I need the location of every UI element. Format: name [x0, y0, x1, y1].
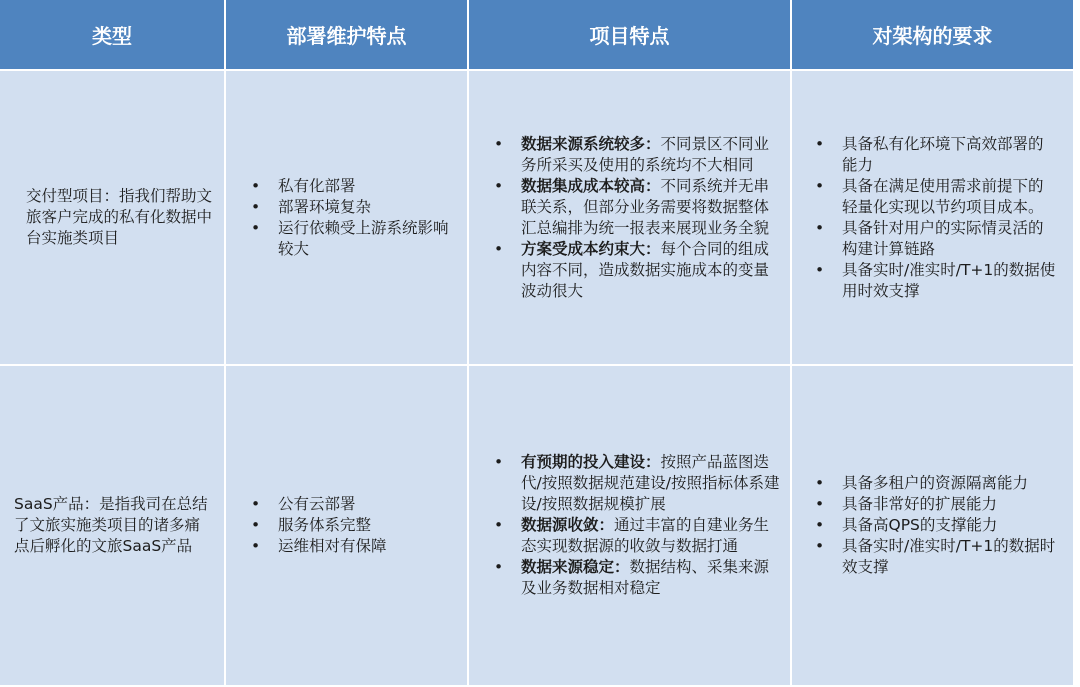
list-item — [521, 239, 780, 302]
feature-sep: ： — [645, 134, 661, 153]
list-item: • 具备高QPS的支撑能力 — [842, 515, 1057, 536]
row2-features-cell — [469, 366, 792, 687]
list-item: • 运行依赖受上游系统影响较大 — [278, 218, 459, 260]
header-type: 类型 — [0, 0, 226, 71]
row2-type-text: SaaS产品：是指我司在总结了文旅实施类项目的诸多痛点后孵化的文旅SaaS产品 — [14, 495, 208, 555]
list-item — [521, 176, 780, 239]
list-item: • 运维相对有保障 — [278, 536, 387, 557]
feature-text: 不同系统并无串联关系，但部分业务需要将数据整体汇总编排为统一报表来展现业务全貌 — [521, 176, 770, 237]
row2-deploy-list — [226, 494, 395, 557]
list-item — [521, 452, 780, 515]
row1-requirements-cell — [792, 71, 1075, 366]
row1-type-text: 交付型项目：指我们帮助文旅客户完成的私有化数据中台实施类项目 — [26, 187, 213, 247]
feature-text: 数据结构、采集来源及业务数据相对稳定 — [521, 558, 770, 597]
row2-requirements-list — [792, 473, 1073, 578]
row1-deploy-list — [226, 176, 467, 260]
feature-sep: ： — [645, 176, 661, 195]
list-item: • 公有云部署 — [278, 494, 387, 515]
row2-type-cell — [0, 366, 226, 687]
feature-title: 有预期的投入建设 — [521, 453, 646, 471]
list-item — [521, 515, 780, 557]
list-item: • 具备实时/准实时/T+1的数据时效支撑 — [842, 536, 1057, 578]
list-item: • 具备实时/准实时/T+1的数据使用时效支撑 — [842, 260, 1057, 302]
row1-type-cell — [0, 71, 226, 366]
list-item: • 具备在满足使用需求前提下的轻量化实现以节约项目成本。 — [842, 176, 1057, 218]
row1-requirements-list — [792, 134, 1073, 302]
feature-title: 方案受成本约束大 — [521, 239, 646, 258]
feature-title: 数据来源稳定 — [521, 558, 615, 576]
row2-deploy-cell — [226, 366, 469, 687]
header-deploy: 部署维护特点 — [226, 0, 469, 71]
list-item: • 服务体系完整 — [278, 515, 387, 536]
feature-text: 每个合同的组成内容不同，造成数据实施成本的变量波动很大 — [521, 239, 770, 300]
feature-sep: ： — [614, 558, 630, 576]
feature-sep: ： — [645, 453, 661, 471]
row1-deploy-cell — [226, 71, 469, 366]
list-item — [521, 557, 780, 599]
feature-sep: ： — [598, 516, 615, 534]
row1-features-cell — [469, 71, 792, 366]
row2-requirements-cell — [792, 366, 1075, 687]
feature-title: 数据来源系统较多 — [521, 134, 646, 153]
feature-title: 数据集成成本较高 — [521, 176, 646, 195]
feature-sep: ： — [645, 239, 661, 258]
list-item: • 部署环境复杂 — [278, 197, 459, 218]
feature-title: 数据源收敛 — [521, 516, 599, 534]
list-item: • 具备针对用户的实际情灵活的构建计算链路 — [842, 218, 1057, 260]
list-item: • 具备非常好的扩展能力 — [842, 494, 1057, 515]
header-requirements: 对架构的要求 — [792, 0, 1075, 71]
feature-text: 不同景区不同业务所采买及使用的系统均不大相同 — [521, 134, 770, 174]
row2-features-list — [469, 452, 790, 599]
feature-text: 按照产品蓝图迭代/按照数据规范建设/按照指标体系建设/按照数据规模扩展 — [521, 453, 780, 513]
list-item: • 私有化部署 — [278, 176, 459, 197]
header-features: 项目特点 — [469, 0, 792, 71]
feature-text: 通过丰富的自建业务生态实现数据源的收敛与数据打通 — [521, 516, 770, 555]
list-item — [521, 134, 780, 176]
list-item: • 具备多租户的资源隔离能力 — [842, 473, 1057, 494]
list-item: • 具备私有化环境下高效部署的能力 — [842, 134, 1057, 176]
row1-features-list — [469, 134, 790, 302]
